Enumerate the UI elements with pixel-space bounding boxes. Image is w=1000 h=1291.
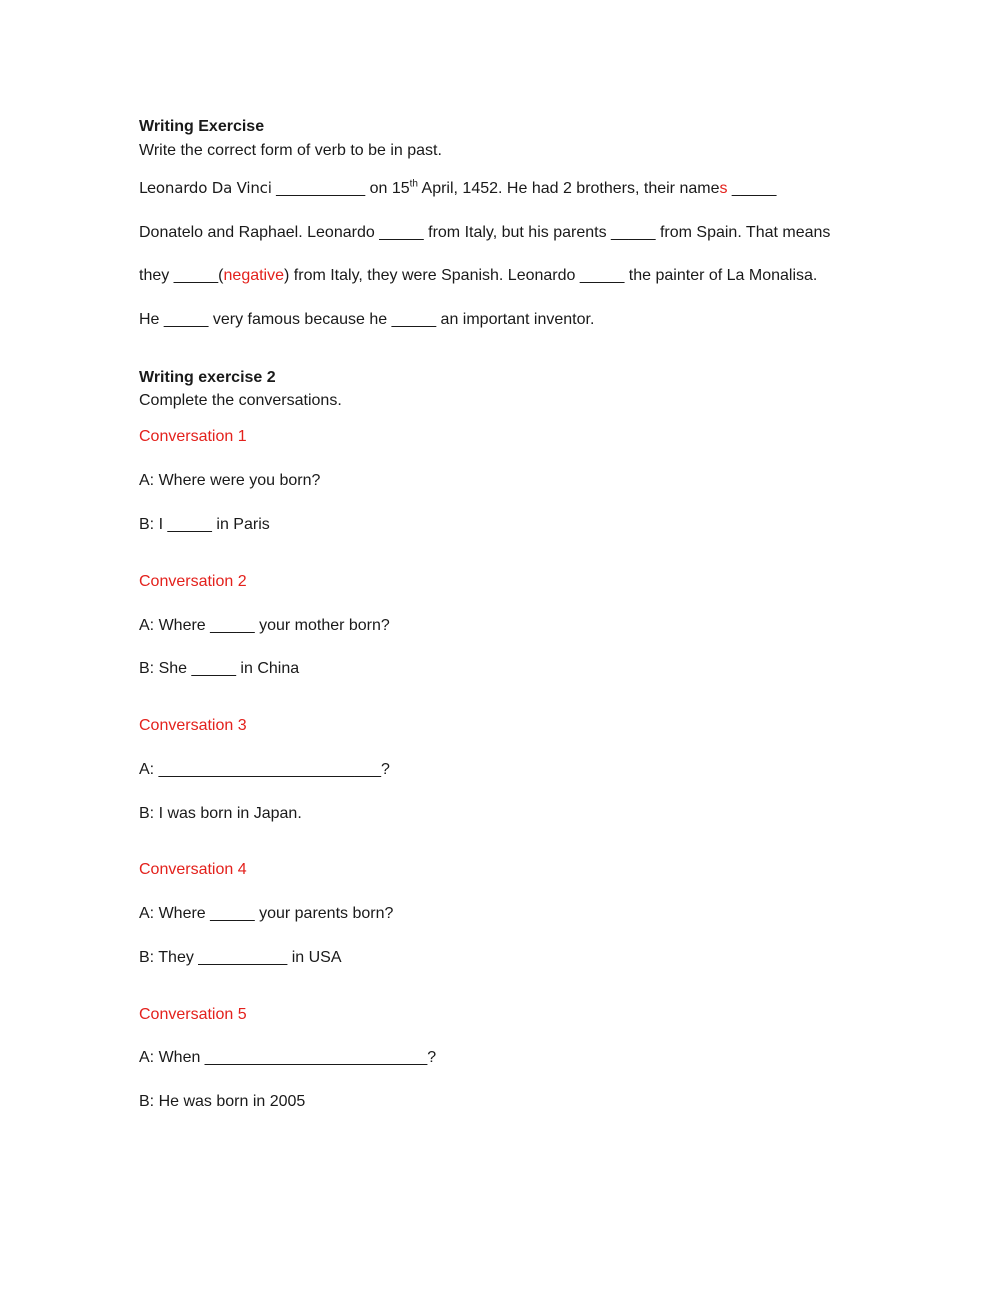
p3-part-b: ) from Italy, they were Spanish. Leonardo _____ the painter of La Monalisa. xyxy=(284,267,818,284)
conversation-1-heading: Conversation 1 xyxy=(139,428,247,445)
exercise2-instruction: Complete the conversations. xyxy=(139,392,342,409)
p1-part-c: _____ xyxy=(727,180,777,197)
conversation-5-heading: Conversation 5 xyxy=(139,1006,247,1023)
conversation-2-line-b: B: She _____ in China xyxy=(139,660,300,677)
conversation-3-line-a: A: _________________________? xyxy=(139,761,390,778)
exercise1-instruction: Write the correct form of verb to be in past. xyxy=(139,142,442,159)
conversation-3-line-b: B: I was born in Japan. xyxy=(139,805,302,822)
p3-part-a: they _____( xyxy=(139,267,224,284)
ordinal-suffix: th xyxy=(409,178,418,190)
highlighted-letter: s xyxy=(719,180,728,197)
exercise1-paragraph-line2: Donatelo and Raphael. Leonardo _____ from Italy, but his parents _____ from Spain. That means xyxy=(139,224,831,241)
conversation-1-line-a: A: Where were you born? xyxy=(139,472,321,489)
conversation-1-line-b: B: I _____ in Paris xyxy=(139,516,270,533)
conversation-4-line-a: A: Where _____ your parents born? xyxy=(139,905,394,922)
exercise2-title: Writing exercise 2 xyxy=(139,369,276,386)
conversation-4-heading: Conversation 4 xyxy=(139,861,247,878)
conversation-2-heading: Conversation 2 xyxy=(139,573,247,590)
exercise1-paragraph-line3 xyxy=(139,266,817,286)
conversation-4-line-b: B: They __________ in USA xyxy=(139,949,342,966)
exercise1-title: Writing Exercise xyxy=(139,118,265,135)
p1-part-b: April, 1452. He had 2 brothers, their name xyxy=(417,180,720,197)
exercise1-paragraph-line4: He _____ very famous because he _____ an important inventor. xyxy=(139,311,595,328)
conversation-3-heading: Conversation 3 xyxy=(139,717,247,734)
conversation-5-line-a: A: When _________________________? xyxy=(139,1049,437,1066)
negative-hint: negative xyxy=(223,267,285,284)
leonardo-name: Leonardo Da Vinci xyxy=(139,179,272,197)
conversation-5-line-b: B: He was born in 2005 xyxy=(139,1093,306,1110)
exercise1-paragraph-line1 xyxy=(139,178,776,199)
p1-part-a: __________ on 15 xyxy=(271,180,410,197)
conversation-2-line-a: A: Where _____ your mother born? xyxy=(139,617,390,634)
